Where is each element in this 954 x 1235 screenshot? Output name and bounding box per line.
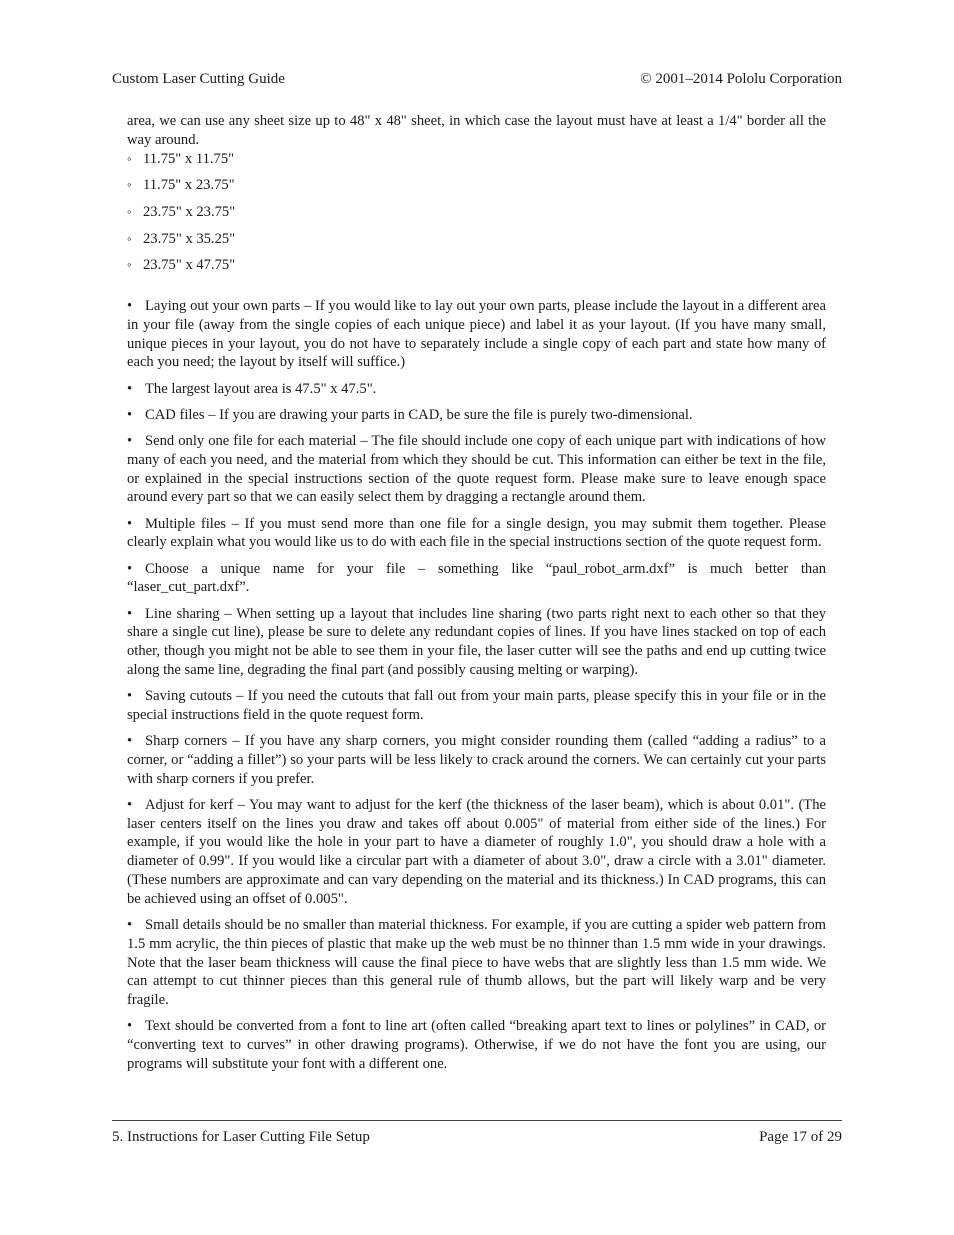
- bullet-icon: •: [127, 432, 133, 449]
- bullet-icon: •: [127, 1018, 133, 1035]
- bullet-paragraph: • Multiple files – If you must send more than one file for a single design, you may submit them together. Please clearly explain what you would like us to do with each file in the special instructions section of the quote request form.: [127, 515, 826, 551]
- bullet-paragraph: • CAD files – If you are drawing your parts in CAD, be sure the file is purely two-dimensional.: [127, 406, 693, 423]
- bullet-paragraph: • Send only one file for each material – The file should include one copy of each unique part with indications of how many of each you need, and the material from which they should be cut. This information can either be text in the file, or explained in the special instructions section of the quote request form. Please make sure to leave enough space around every part so that we can easily select them by dragging a rectangle around them.: [127, 432, 826, 506]
- circle-bullet-icon: ◦: [127, 203, 132, 219]
- page-header: [112, 70, 842, 88]
- bullet-icon: •: [127, 796, 133, 813]
- document-title: Custom Laser Cutting Guide: [112, 71, 285, 87]
- bullet-icon: •: [127, 733, 133, 750]
- copyright-notice: © 2001–2014 Pololu Corporation: [640, 71, 842, 87]
- page-content: [127, 112, 826, 1081]
- sheet-size-list: [127, 150, 826, 283]
- bullet-paragraph: • The largest layout area is 47.5" x 47.5".: [127, 380, 377, 397]
- intro-paragraph: area, we can use any sheet size up to 48" x 48" sheet, in which case the layout must have at least a 1/4" border all the way around.: [127, 113, 826, 148]
- circle-bullet-icon: ◦: [127, 177, 132, 193]
- list-item: ◦ 11.75" x 11.75": [127, 150, 235, 167]
- bullet-paragraph: • Sharp corners – If you have any sharp corners, you might consider rounding them (called “adding a radius” to a corner, or “adding a fillet”) so your parts will be less likely to crack around the corners. We can certainly cut your parts with sharp corners if you prefer.: [127, 733, 826, 787]
- bullet-paragraph: • Small details should be no smaller than material thickness. For example, if you are cutting a spider web pattern from 1.5 mm acrylic, the thin pieces of plastic that make up the web must be no thinner than 1.5 mm wide in your drawings. Note that the laser beam thickness will cause the final piece to have webs that are slightly less than 1.5 mm wide. We can attempt to cut thinner pieces than this general rule of thumb allows, but the part will likely warp and be very fragile.: [127, 917, 826, 1009]
- bullet-icon: •: [127, 688, 133, 705]
- list-item: ◦ 23.75" x 23.75": [127, 203, 236, 220]
- bullet-icon: •: [127, 515, 133, 532]
- bullet-icon: •: [127, 917, 133, 934]
- circle-bullet-icon: ◦: [127, 150, 132, 166]
- bullet-icon: •: [127, 406, 133, 423]
- list-item: ◦ 11.75" x 23.75": [127, 177, 235, 194]
- circle-bullet-icon: ◦: [127, 257, 132, 273]
- page-footer: [112, 1120, 842, 1146]
- bullet-icon: •: [127, 298, 133, 315]
- section-title: 5. Instructions for Laser Cutting File Setup: [112, 1129, 370, 1145]
- bullet-paragraph: • Saving cutouts – If you need the cutouts that fall out from your main parts, please specify this in your file or in the special instructions field in the quote request form.: [127, 688, 826, 723]
- bullet-icon: •: [127, 380, 133, 397]
- bullet-icon: •: [127, 605, 133, 622]
- list-item: ◦ 23.75" x 47.75": [127, 257, 236, 274]
- bullet-paragraph: • Laying out your own parts – If you would like to lay out your own parts, please include the layout in a different area in your file (away from the single copies of each unique piece) and label it as your layout. (If you have many small, unique pieces in your layout, you do not have to separately include a single copy of each part and state how many of each you need; the layout by itself will suffice.): [127, 298, 826, 371]
- bullet-paragraph: • Text should be converted from a font to line art (often called “breaking apart text to lines or polylines” in CAD, or “converting text to curves” in other drawing programs). Otherwise, if we do not have the font you are using, our programs will substitute your font with a different one.: [127, 1018, 826, 1073]
- bullet-paragraph: • Adjust for kerf – You may want to adjust for the kerf (the thickness of the laser beam), which is about 0.01". (The laser centers itself on the lines you draw and takes off about 0.005" of material from either side of the lines.) For example, if you would like the hole in your part to have a diameter of roughly 1.0", you should draw a hole with a diameter of 0.99". If you would like a circular part with a diameter of about 3.0", draw a circle with a 3.01" diameter. (These numbers are approximate and can vary depending on the material and its thickness.) In CAD programs, this can be achieved using an offset of 0.005".: [127, 796, 826, 907]
- page-number: Page 17 of 29: [759, 1129, 842, 1145]
- bullet-icon: •: [127, 560, 133, 577]
- bullet-paragraph: • Line sharing – When setting up a layout that includes line sharing (two parts right next to each other so that they share a single cut line), please be sure to delete any redundant copies of lines. If you have lines stacked on top of each other, though you might not be able to see them in your file, the laser cutter will see the paths and end up cutting twice along the same line, degrading the final part (and possibly causing melting or warping).: [127, 605, 826, 678]
- circle-bullet-icon: ◦: [127, 230, 132, 246]
- bullet-paragraph: • Choose a unique name for your file – something like “paul_robot_arm.dxf” is much better than “laser_cut_part.dxf”.: [127, 560, 826, 596]
- list-item: ◦ 23.75" x 35.25": [127, 230, 236, 247]
